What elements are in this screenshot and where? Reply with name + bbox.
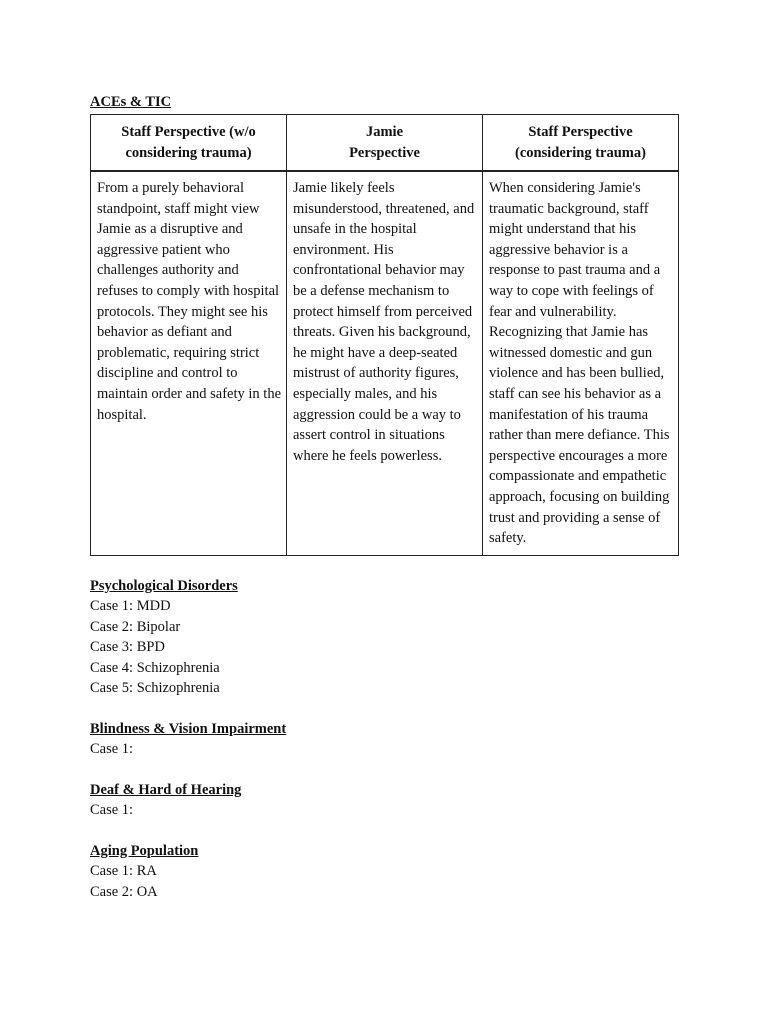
cell-staff-without-trauma: From a purely behavioral standpoint, staff might view Jamie as a disruptive and aggressive patient who challenges authority and refuses to comply with hospital protocols. They might see his behavior as defiant and problematic, requiring strict discipline and control to maintain order and safety in the hospital. xyxy=(91,171,287,555)
section-heading: Psychological Disorders xyxy=(90,577,238,594)
section-heading: Deaf & Hard of Hearing xyxy=(90,781,242,798)
table-row xyxy=(91,171,679,555)
section-psychological-disorders xyxy=(90,576,680,699)
section-aging-population xyxy=(90,841,680,903)
header-line: Jamie xyxy=(365,124,404,140)
section-heading: Aging Population xyxy=(90,842,199,859)
header-jamie-perspective xyxy=(287,115,483,172)
case-sections xyxy=(90,576,680,903)
case-line: Case 4: Schizophrenia xyxy=(90,659,220,676)
header-line: considering trauma) xyxy=(125,145,252,161)
case-line: Case 3: BPD xyxy=(90,639,165,656)
section-deaf-hard-of-hearing xyxy=(90,780,680,821)
header-staff-without-trauma xyxy=(91,115,287,172)
header-staff-with-trauma xyxy=(483,115,679,172)
cell-staff-with-trauma: When considering Jamie's traumatic background, staff might understand that his aggressive behavior is a response to past trauma and a way to cope with feelings of fear and vulnerability. Recognizing that Jamie has witnessed domestic and gun violence and has been bullied, staff can see his behavior as a manifestation of his trauma rather than mere defiance. This perspective encourages a more compassionate and empathetic approach, focusing on building trust and providing a sense of safety. xyxy=(483,171,679,555)
header-line: Perspective xyxy=(349,145,420,161)
case-line: Case 1: xyxy=(90,741,134,758)
table-header-row xyxy=(91,115,679,172)
section-heading: Blindness & Vision Impairment xyxy=(90,720,287,737)
header-line: Staff Perspective xyxy=(528,124,633,140)
case-line: Case 5: Schizophrenia xyxy=(90,680,220,697)
header-line: Staff Perspective (w/o xyxy=(121,124,256,140)
case-line: Case 2: OA xyxy=(90,883,158,900)
perspectives-table xyxy=(90,114,679,556)
case-line: Case 1: RA xyxy=(90,863,157,880)
document-page xyxy=(90,93,680,902)
aces-tic-title: ACEs & TIC xyxy=(90,94,172,110)
header-line: (considering trauma) xyxy=(515,145,646,161)
case-line: Case 2: Bipolar xyxy=(90,618,181,635)
case-line: Case 1: MDD xyxy=(90,598,171,615)
section-blindness-vision-impairment xyxy=(90,719,680,760)
cell-jamie-perspective: Jamie likely feels misunderstood, threatened, and unsafe in the hospital environment. His confrontational behavior may be a defense mechanism to protect himself from perceived threats. Given his background, he might have a deep-seated mistrust of authority figures, especially males, and his aggression could be a way to assert control in situations where he feels powerless. xyxy=(287,171,483,555)
case-line: Case 1: xyxy=(90,802,134,819)
